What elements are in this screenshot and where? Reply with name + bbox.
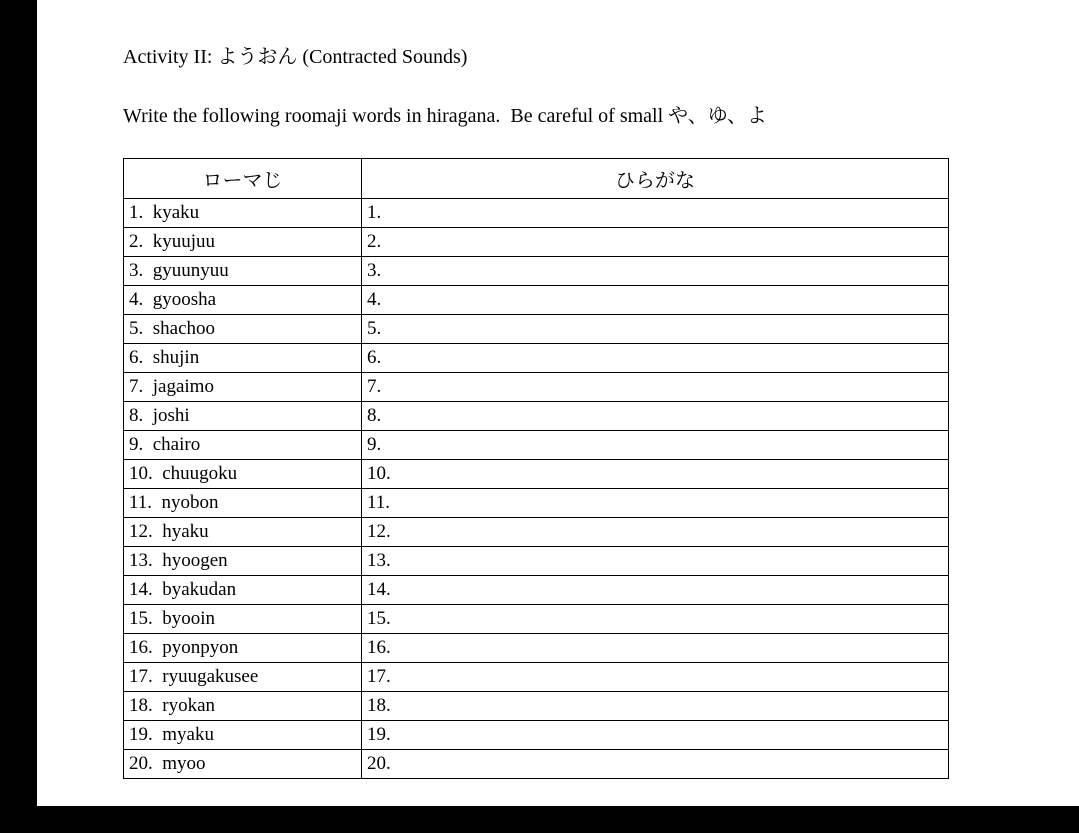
hiragana-answer-cell: 13. xyxy=(362,547,949,576)
table-row xyxy=(124,373,949,402)
roomaji-cell: 14. byakudan xyxy=(124,576,362,605)
roomaji-cell: 15. byooin xyxy=(124,605,362,634)
hiragana-answer-cell: 18. xyxy=(362,692,949,721)
table-row xyxy=(124,199,949,228)
table-row xyxy=(124,750,949,779)
table-row xyxy=(124,431,949,460)
hiragana-answer-cell: 15. xyxy=(362,605,949,634)
table-row xyxy=(124,402,949,431)
hiragana-answer-cell: 4. xyxy=(362,286,949,315)
worksheet-page xyxy=(37,0,1079,806)
table-row xyxy=(124,547,949,576)
hiragana-answer-cell: 19. xyxy=(362,721,949,750)
hiragana-answer-cell: 10. xyxy=(362,460,949,489)
hiragana-answer-cell: 14. xyxy=(362,576,949,605)
hiragana-answer-cell: 12. xyxy=(362,518,949,547)
hiragana-answer-cell: 11. xyxy=(362,489,949,518)
hiragana-answer-cell: 8. xyxy=(362,402,949,431)
table-row xyxy=(124,634,949,663)
roomaji-cell: 6. shujin xyxy=(124,344,362,373)
roomaji-cell: 4. gyoosha xyxy=(124,286,362,315)
activity-title: Activity II: ようおん (Contracted Sounds) xyxy=(123,46,468,68)
table-row xyxy=(124,518,949,547)
table-row xyxy=(124,721,949,750)
roomaji-cell: 12. hyaku xyxy=(124,518,362,547)
roomaji-cell: 5. shachoo xyxy=(124,315,362,344)
roomaji-cell: 20. myoo xyxy=(124,750,362,779)
hiragana-answer-cell: 9. xyxy=(362,431,949,460)
roomaji-cell: 18. ryokan xyxy=(124,692,362,721)
roomaji-cell: 17. ryuugakusee xyxy=(124,663,362,692)
table-row xyxy=(124,605,949,634)
roomaji-cell: 19. myaku xyxy=(124,721,362,750)
roomaji-cell: 13. hyoogen xyxy=(124,547,362,576)
hiragana-answer-cell: 7. xyxy=(362,373,949,402)
roomaji-cell: 2. kyuujuu xyxy=(124,228,362,257)
table-row xyxy=(124,489,949,518)
roomaji-cell: 9. chairo xyxy=(124,431,362,460)
table-row xyxy=(124,460,949,489)
header-cell-roomaji: ローマじ xyxy=(124,159,362,199)
roomaji-cell: 10. chuugoku xyxy=(124,460,362,489)
header-cell-hiragana: ひらがな xyxy=(362,159,949,199)
worksheet-table-body xyxy=(124,199,949,779)
roomaji-cell: 1. kyaku xyxy=(124,199,362,228)
table-header-row xyxy=(124,159,949,199)
hiragana-answer-cell: 17. xyxy=(362,663,949,692)
hiragana-answer-cell: 6. xyxy=(362,344,949,373)
worksheet-table xyxy=(123,158,949,779)
hiragana-answer-cell: 5. xyxy=(362,315,949,344)
instruction-text: Write the following roomaji words in hiragana. Be careful of small や、ゆ、よ xyxy=(123,105,767,127)
table-row xyxy=(124,315,949,344)
table-row xyxy=(124,228,949,257)
roomaji-cell: 7. jagaimo xyxy=(124,373,362,402)
hiragana-answer-cell: 1. xyxy=(362,199,949,228)
hiragana-answer-cell: 2. xyxy=(362,228,949,257)
table-row xyxy=(124,344,949,373)
hiragana-answer-cell: 16. xyxy=(362,634,949,663)
table-row xyxy=(124,257,949,286)
roomaji-cell: 16. pyonpyon xyxy=(124,634,362,663)
hiragana-answer-cell: 3. xyxy=(362,257,949,286)
hiragana-answer-cell: 20. xyxy=(362,750,949,779)
table-row xyxy=(124,663,949,692)
table-row xyxy=(124,286,949,315)
table-row xyxy=(124,576,949,605)
table-row xyxy=(124,692,949,721)
roomaji-cell: 11. nyobon xyxy=(124,489,362,518)
roomaji-cell: 8. joshi xyxy=(124,402,362,431)
roomaji-cell: 3. gyuunyuu xyxy=(124,257,362,286)
